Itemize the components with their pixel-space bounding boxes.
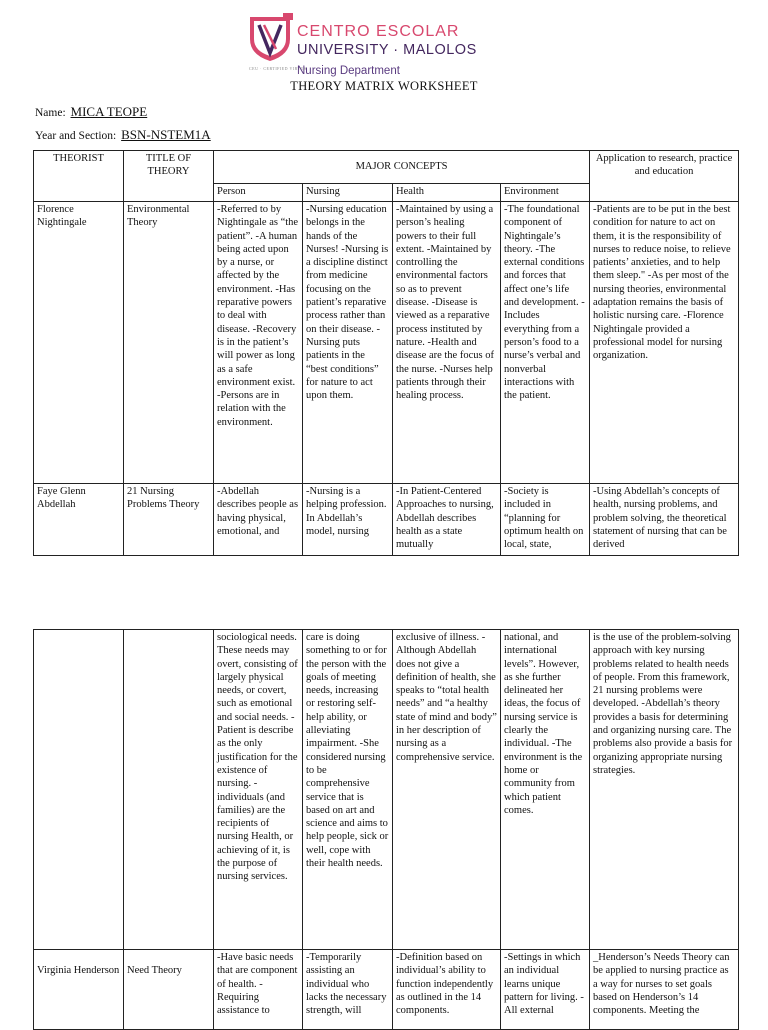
header-environment: Environment xyxy=(501,184,590,202)
university-seal-icon xyxy=(245,13,295,63)
header-application: Application to research, practice and education xyxy=(590,151,739,202)
cell-theory: 21 Nursing Problems Theory xyxy=(124,484,214,556)
worksheet-title: THEORY MATRIX WORKSHEET xyxy=(290,79,478,93)
cell-theory: Environmental Theory xyxy=(124,202,214,484)
seal-caption: CEU · CERTIFIED VIRTUS xyxy=(249,66,307,71)
cell-application: is the use of the problem-solving approach with key nursing problems related to health needs of people. From this framework, 21 nursing problems were developed. -Abdellah’s theory provides a basis for determining and organizing nursing care. The problems also provide a basis for organizing appropriate nursing strategies. xyxy=(590,630,739,950)
header-row xyxy=(34,151,739,184)
cell-application: -Patients are to be put in the best condition for nature to act on them, it is the responsibility of nurses to reduce noise, to relieve patients’ anxieties, and to help them sleep." -As per most of the nursing theories, environmental adaptation remains the basis of holistic nursing care. -Florence Nightingale provided a professional model for nursing organization. xyxy=(590,202,739,484)
section-value: BSN-NSTEM1A xyxy=(121,127,211,142)
university-name-line1: CENTRO ESCOLAR xyxy=(297,23,460,40)
header-nursing: Nursing xyxy=(303,184,393,202)
cell-person: sociological needs. These needs may overt, consisting of largely physical needs, or covert, such as emotional and social needs. -Patient is describe as the only justification for the existence of nursing. -individuals (and families) are the recipients of nursing Health, or achieving of it, is the purpose of nursing services. xyxy=(214,630,303,950)
table-row xyxy=(34,202,739,484)
university-name-line2: UNIVERSITY · MALOLOS xyxy=(297,42,477,58)
table-row xyxy=(34,484,739,556)
cell-person: -Referred to by Nightingale as “the patient”. -A human being acted upon by a nurse, or affected by the environment. -Has reparative powers to deal with disease. -Recovery is in the patient’s will power as long as a safe environment exist. -Persons are in relation with the environment. xyxy=(214,202,303,484)
cell-person: -Have basic needs that are component of health. -Requiring assistance to xyxy=(214,950,303,1030)
header-person: Person xyxy=(214,184,303,202)
cell-application: -Using Abdellah’s concepts of health, nursing problems, and problem solving, the theoretical statement of nursing that can be derived xyxy=(590,484,739,556)
cell-environment: -Society is included in “planning for optimum health on local, state, xyxy=(501,484,590,556)
cell-environment: national, and international levels”. However, as she further delineated her ideas, the focus of nursing service is clearly the individual. -The environment is the home or community from which patient comes. xyxy=(501,630,590,950)
cell-theorist xyxy=(34,630,124,950)
cell-health: -Maintained by using a person’s healing powers to their full extent. -Maintained by controlling the environmental factors so as to prevent disease. -Disease is viewed as a reparative process instituted by nature. -Health and disease are the focus of the nurse. -Nurses help patients through their healing process. xyxy=(393,202,501,484)
cell-health: exclusive of illness. -Although Abdellah does not give a definition of health, she speaks to “total health needs” and “a healthy state of mind and body” in her description of nursing as a comprehensive service. xyxy=(393,630,501,950)
table-row xyxy=(34,630,739,950)
section-field xyxy=(35,127,211,143)
cell-theorist: Faye Glenn Abdellah xyxy=(34,484,124,556)
table-row xyxy=(34,950,739,1030)
section-label: Year and Section: xyxy=(35,130,117,142)
header-title-of-theory: TITLE OF THEORY xyxy=(124,151,214,202)
cell-health: -In Patient-Centered Approaches to nursing, Abdellah describes health as a state mutually xyxy=(393,484,501,556)
cell-environment: -The foundational component of Nightingale’s theory. -The external conditions and forces that affect one’s life and development. -Includes everything from a person’s food to a nurse’s verbal and nonverbal interactions with the patient. xyxy=(501,202,590,484)
header-health: Health xyxy=(393,184,501,202)
header-major-concepts: MAJOR CONCEPTS xyxy=(214,151,590,184)
header-theorist: THEORIST xyxy=(34,151,124,202)
cell-theorist: Virginia Henderson xyxy=(34,950,124,1030)
name-label: Name: xyxy=(35,107,66,119)
cell-theory xyxy=(124,630,214,950)
name-field xyxy=(35,104,147,120)
cell-nursing: -Temporarily assisting an individual who lacks the necessary strength, will xyxy=(303,950,393,1030)
theory-matrix-table-continued xyxy=(33,629,739,1030)
cell-theorist: Florence Nightingale xyxy=(34,202,124,484)
cell-environment: -Settings in which an individual learns unique pattern for living. -All external xyxy=(501,950,590,1030)
cell-theory: Need Theory xyxy=(124,950,214,1030)
university-logo xyxy=(245,13,477,81)
theory-matrix-table xyxy=(33,150,739,556)
cell-nursing: care is doing something to or for the person with the goals of meeting needs, increasing or restoring self-help ability, or alleviating impairment. -She considered nursing to be comprehensive service that is based on art and science and aims to help people, sick or well, cope with their health needs. xyxy=(303,630,393,950)
cell-nursing: -Nursing is a helping profession. In Abdellah’s model, nursing xyxy=(303,484,393,556)
cell-application: _Henderson’s Needs Theory can be applied to nursing practice as a way for nurses to set goals based on Henderson’s 14 components. Meeting the xyxy=(590,950,739,1030)
cell-person: -Abdellah describes people as having physical, emotional, and xyxy=(214,484,303,556)
cell-health: -Definition based on individual’s ability to function independently as outlined in the 14 components. xyxy=(393,950,501,1030)
name-value: MICA TEOPE xyxy=(70,104,148,119)
cell-nursing: -Nursing education belongs in the hands of the Nurses! -Nursing is a discipline distinct from medicine focusing on the patient’s reparative process rather than on their disease. -Nursing puts patients in the “best conditions” for nature to act upon them. xyxy=(303,202,393,484)
department-name: Nursing Department xyxy=(297,65,400,77)
